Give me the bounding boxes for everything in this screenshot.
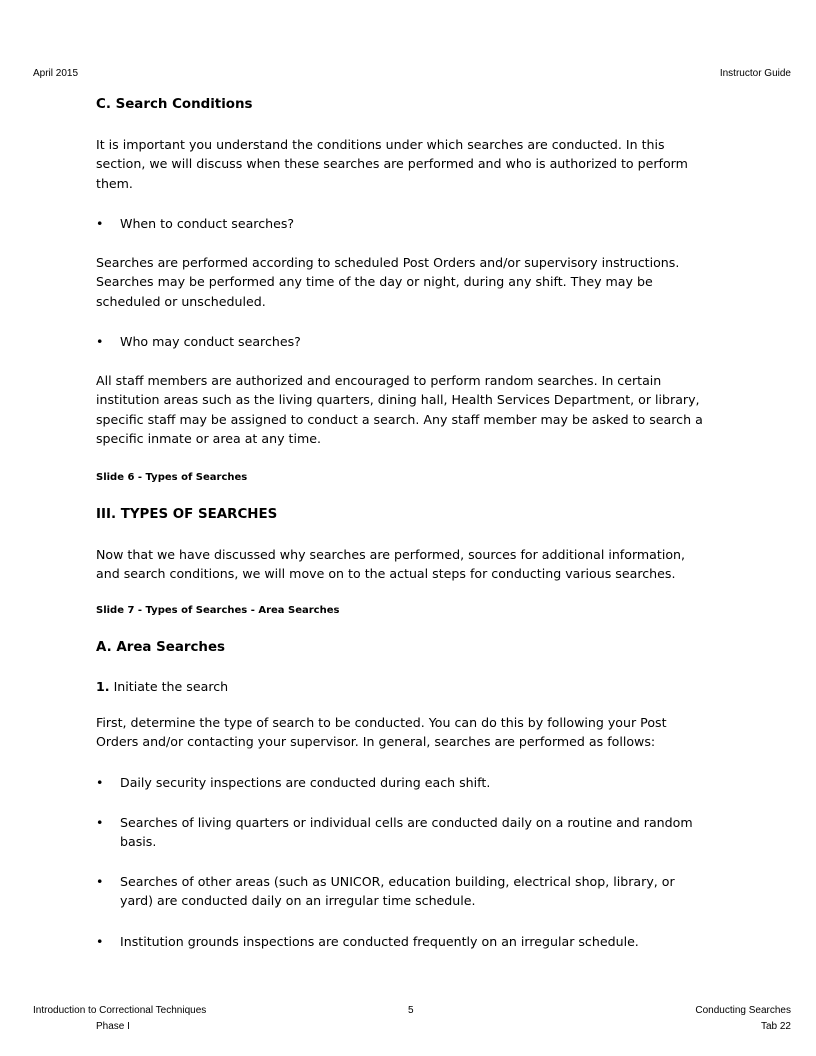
paragraph-line: and search conditions, we will move on to the actual steps for conducting various searches. — [96, 566, 676, 582]
bullet-icon: • — [96, 815, 104, 830]
question-when: When to conduct searches? — [120, 216, 295, 231]
bullet-icon: • — [96, 775, 104, 790]
step-number: 1. — [96, 679, 110, 694]
bullet-icon: • — [96, 874, 104, 889]
paragraph-line: specific inmate or area at any time. — [96, 431, 321, 447]
step-text: Initiate the search — [113, 679, 229, 694]
paragraph-line: Searches are performed according to scheduled Post Orders and/or supervisory instructions. — [96, 255, 680, 270]
header-guide-title: Instructor Guide — [719, 68, 791, 79]
footer-phase: Phase I — [96, 1021, 130, 1032]
header-date: April 2015 — [33, 68, 79, 79]
list-item-line: Searches of other areas (such as UNICOR, education building, electrical shop, library, or — [120, 874, 675, 889]
footer-course-title: Introduction to Correctional Techniques — [33, 1005, 207, 1016]
paragraph-line: section, we will discuss when these searches are performed and who is authorized to perform — [96, 156, 688, 172]
list-item — [120, 932, 724, 951]
section-c-who-paragraph — [96, 371, 724, 449]
section-c-heading: C. Search Conditions — [96, 97, 253, 112]
section-a-first-paragraph — [96, 713, 724, 752]
list-item-line: basis. — [120, 834, 157, 850]
paragraph-line: institution areas such as the living quarters, dining hall, Health Services Department, or library, — [96, 392, 700, 408]
slide-6-label: Slide 6 - Types of Searches — [96, 472, 248, 483]
paragraph-line: All staff members are authorized and encouraged to perform random searches. In certain — [96, 373, 662, 388]
list-item-line: Daily security inspections are conducted during each shift. — [120, 775, 491, 790]
list-item — [120, 872, 724, 911]
paragraph-line: scheduled or unscheduled. — [96, 293, 266, 309]
section-c-when-paragraph — [96, 253, 724, 311]
section-a-heading: A. Area Searches — [96, 640, 225, 655]
footer-chapter-title: Conducting Searches — [695, 1005, 791, 1016]
paragraph-line: Now that we have discussed why searches are performed, sources for additional information, — [96, 547, 686, 562]
section-iii-heading: III. TYPES OF SEARCHES — [96, 507, 278, 522]
list-item-line: yard) are conducted daily on an irregular time schedule. — [120, 893, 476, 909]
list-item-line: Institution grounds inspections are conducted frequently on an irregular schedule. — [120, 934, 639, 949]
bullet-icon: • — [96, 334, 104, 349]
bullet-icon: • — [96, 216, 104, 231]
paragraph-line: It is important you understand the conditions under which searches are conducted. In this — [96, 137, 665, 152]
list-item-line: Searches of living quarters or individual cells are conducted daily on a routine and random — [120, 815, 693, 830]
list-item — [120, 813, 724, 852]
footer-tab: Tab 22 — [760, 1021, 791, 1032]
section-c-intro — [96, 135, 724, 193]
question-who: Who may conduct searches? — [120, 334, 301, 349]
paragraph-line: Searches may be performed any time of the day or night, during any shift. They may be — [96, 274, 653, 290]
bullet-icon: • — [96, 934, 104, 949]
list-item — [120, 773, 724, 792]
paragraph-line: Orders and/or contacting your supervisor. In general, searches are performed as follows: — [96, 734, 656, 750]
page-number: 5 — [408, 1005, 414, 1016]
paragraph-line: them. — [96, 175, 133, 191]
step-1 — [96, 677, 724, 696]
slide-7-label: Slide 7 - Types of Searches - Area Searches — [96, 605, 340, 616]
section-iii-paragraph — [96, 545, 724, 584]
paragraph-line: specific staff may be assigned to conduct a search. Any staff member may be asked to search a — [96, 411, 703, 427]
paragraph-line: First, determine the type of search to be conducted. You can do this by following your Post — [96, 715, 667, 730]
